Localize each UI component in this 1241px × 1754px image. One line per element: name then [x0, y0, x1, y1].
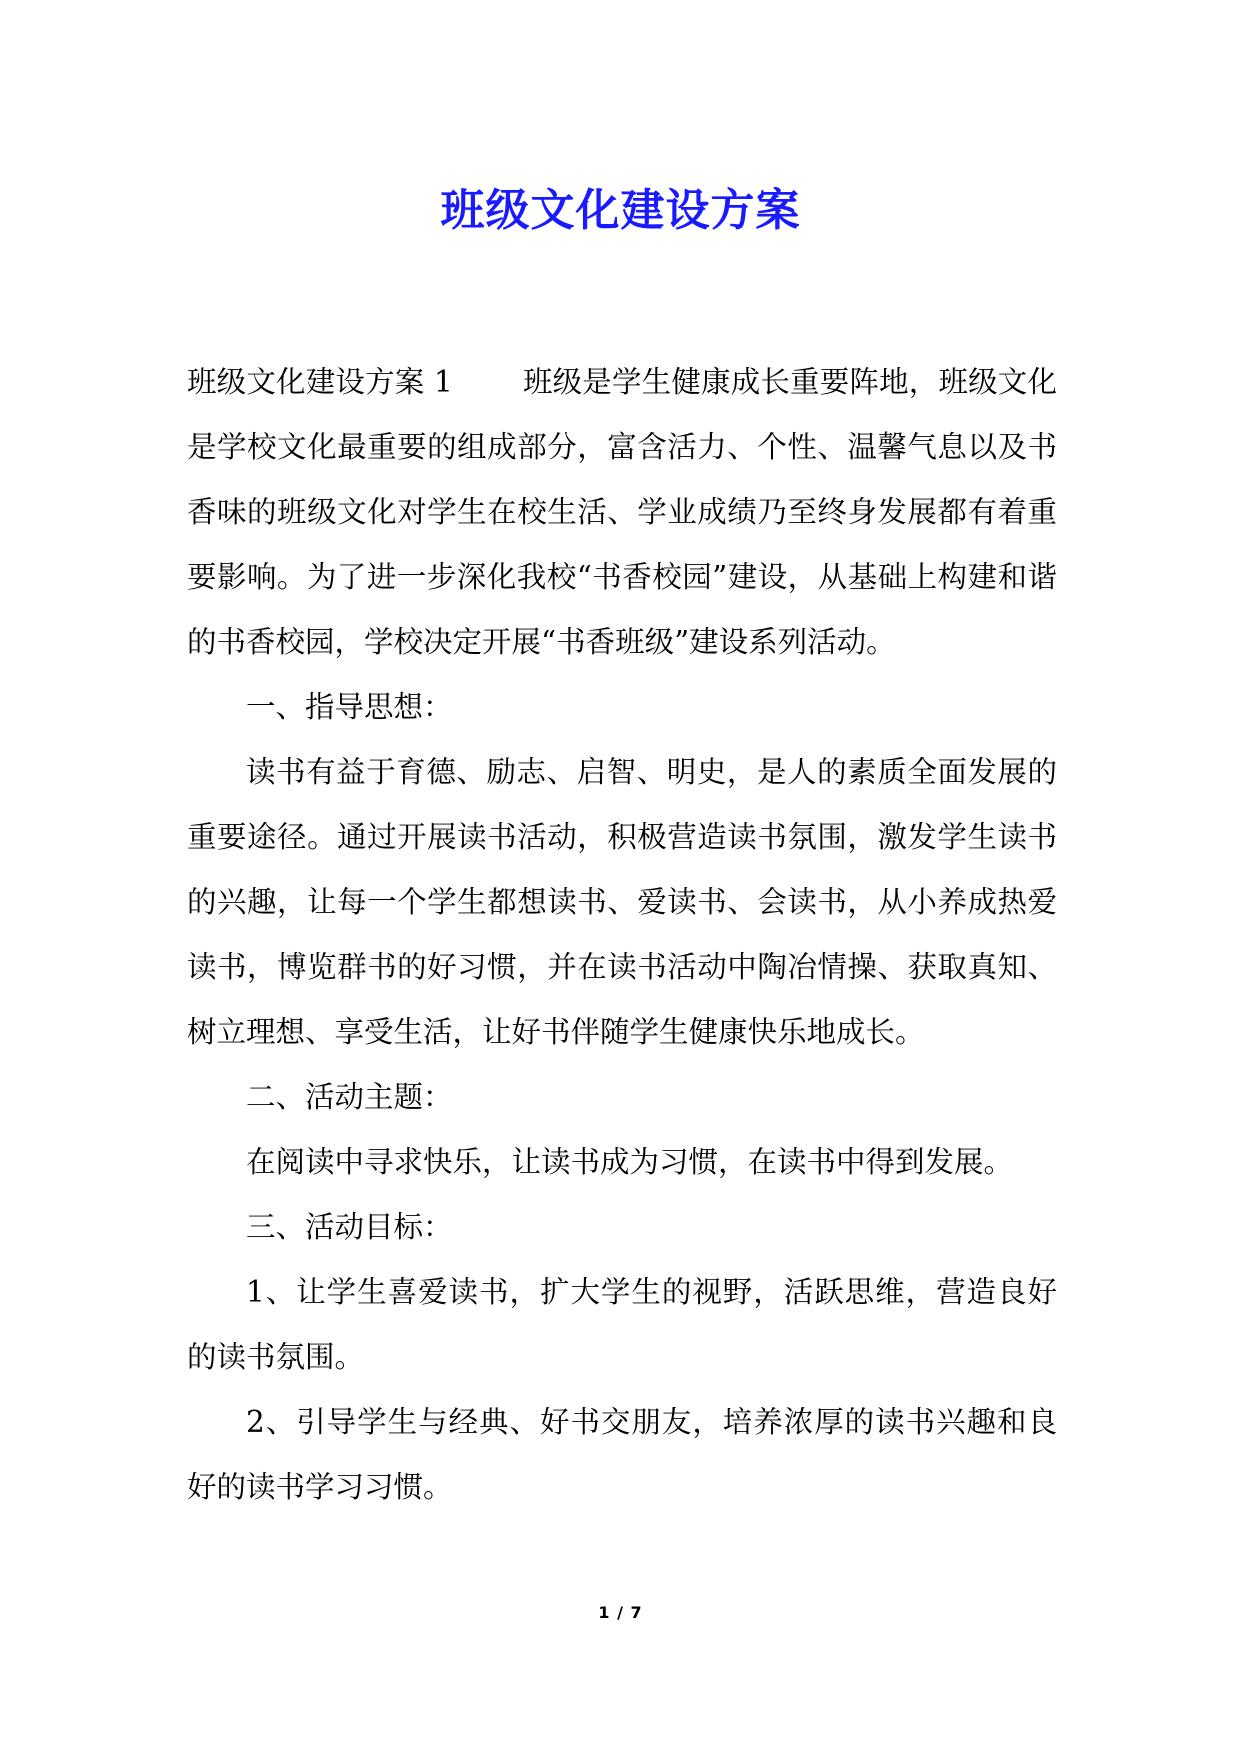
document-body	[187, 350, 1057, 1520]
intro-text: 班级是学生健康成长重要阵地，班级文化是学校文化最重要的组成部分，富含活力、个性、温馨气息以及书香味的班级文化对学生在校生活、学业成绩乃至终身发展都有着重要影响。为了进一步深化我校“书香校园”建设，从基础上构建和谐的书香校园，学校决定开展“书香班级”建设系列活动。	[187, 365, 1057, 659]
section-text-activity-theme: 在阅读中寻求快乐，让读书成为习惯，在读书中得到发展。	[246, 1145, 1014, 1179]
page-number: 1 / 7	[598, 1603, 643, 1622]
goal-item-1: 1、让学生喜爱读书，扩大学生的视野，活跃思维，营造良好的读书氛围。	[187, 1275, 1057, 1374]
section-heading-activity-goals: 三、活动目标：	[246, 1210, 453, 1244]
section-heading-activity-theme: 二、活动主题：	[246, 1080, 453, 1114]
section-text-guiding-ideology: 读书有益于育德、励志、启智、明史，是人的素质全面发展的重要途径。通过开展读书活动，积极营造读书氛围，激发学生读书的兴趣，让每一个学生都想读书、爱读书、会读书，从小养成热爱读书，博览群书的好习惯，并在读书活动中陶冶情操、获取真知、树立理想、享受生活，让好书伴随学生健康快乐地成长。	[187, 755, 1057, 1049]
intro-heading: 班级文化建设方案 1	[187, 365, 453, 399]
intro-paragraph	[187, 350, 1057, 675]
section-heading-guiding-ideology: 一、指导思想：	[246, 690, 453, 724]
goal-item-2: 2、引导学生与经典、好书交朋友，培养浓厚的读书兴趣和良好的读书学习习惯。	[187, 1405, 1057, 1504]
document-title: 班级文化建设方案	[440, 185, 801, 237]
